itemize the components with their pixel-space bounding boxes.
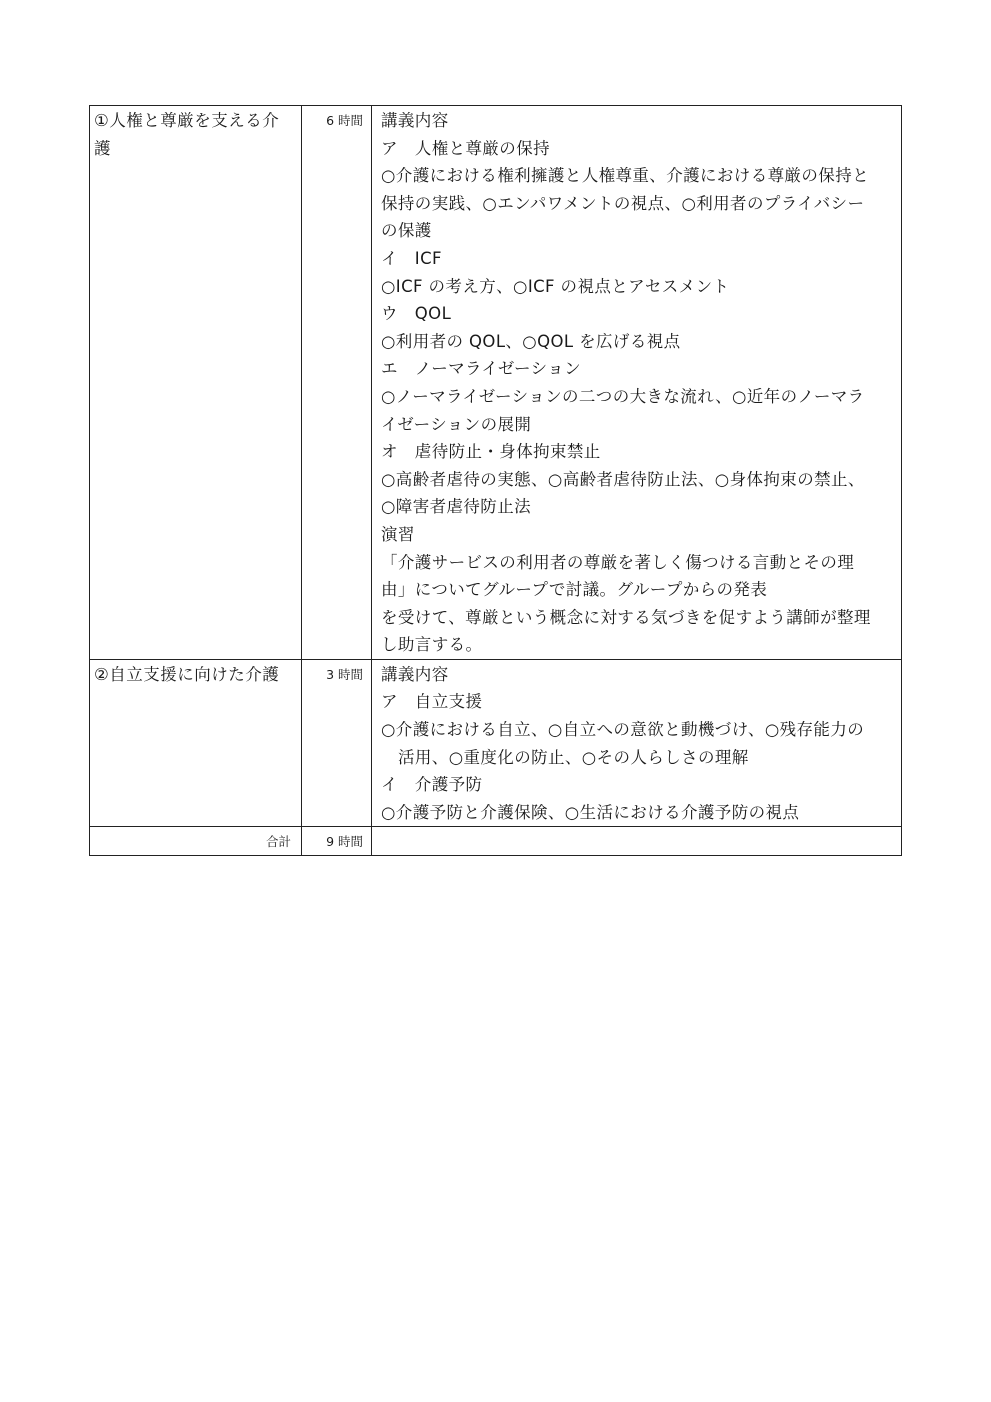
hours-cell: 6 時間 <box>302 106 372 660</box>
content-line: 保持の実践、○エンパワメントの視点、○利用者のプライバシー <box>381 193 865 213</box>
subject-cell: ①人権と尊厳を支える介護 <box>90 106 302 660</box>
content-line: ア 人権と尊厳の保持 <box>381 138 550 158</box>
curriculum-table <box>89 105 902 856</box>
content-line: 講義内容 <box>381 664 449 684</box>
content-cell <box>372 659 902 827</box>
content-line: 由」についてグループで討議。グループからの発表 <box>381 580 768 600</box>
table-row <box>90 106 902 660</box>
hours-cell: 3 時間 <box>302 659 372 827</box>
content-line: し助言する。 <box>381 635 483 655</box>
content-line: イゼーションの展開 <box>381 414 532 434</box>
content-line: ○介護における権利擁護と人権尊重、介護における尊厳の保持と <box>381 166 869 186</box>
content-line: ○高齢者虐待の実態、○高齢者虐待防止法、○身体拘束の禁止、 <box>381 469 865 489</box>
content-line: 「介護サービスの利用者の尊厳を著しく傷つける言動とその理 <box>381 552 855 572</box>
content-line: ア 自立支援 <box>381 692 483 712</box>
table-row <box>90 659 902 827</box>
content-line: ○介護予防と介護保険、○生活における介護予防の視点 <box>381 802 800 822</box>
content-line: イ 介護予防 <box>381 775 483 795</box>
content-line: 活用、○重度化の防止、○その人らしさの理解 <box>398 747 749 767</box>
content-line: ○障害者虐待防止法 <box>381 497 531 517</box>
total-content-cell <box>372 827 902 856</box>
content-line: エ ノーマライゼーション <box>381 359 581 379</box>
content-line: イ ICF <box>381 248 442 268</box>
content-line: ○介護における自立、○自立への意欲と動機づけ、○残存能力の <box>381 720 865 740</box>
total-hours: 9 時間 <box>302 827 372 856</box>
content-line: ウ QOL <box>381 304 452 324</box>
content-cell <box>372 106 902 660</box>
total-label: 合計 <box>90 827 302 856</box>
content-line: ○利用者の QOL、○QOL を広げる視点 <box>381 331 681 351</box>
content-line: を受けて、尊厳という概念に対する気づきを促すよう講師が整理 <box>381 607 871 627</box>
content-line: の保護 <box>381 221 432 241</box>
content-line: ○ノーマライゼーションの二つの大きな流れ、○近年のノーマラ <box>381 386 865 406</box>
content-line: 講義内容 <box>381 111 449 130</box>
content-line: オ 虐待防止・身体拘束禁止 <box>381 442 601 462</box>
total-row <box>90 827 902 856</box>
content-line: 演習 <box>381 524 415 544</box>
subject-cell: ②自立支援に向けた介護 <box>90 659 302 827</box>
content-line: ○ICF の考え方、○ICF の視点とアセスメント <box>381 276 730 296</box>
